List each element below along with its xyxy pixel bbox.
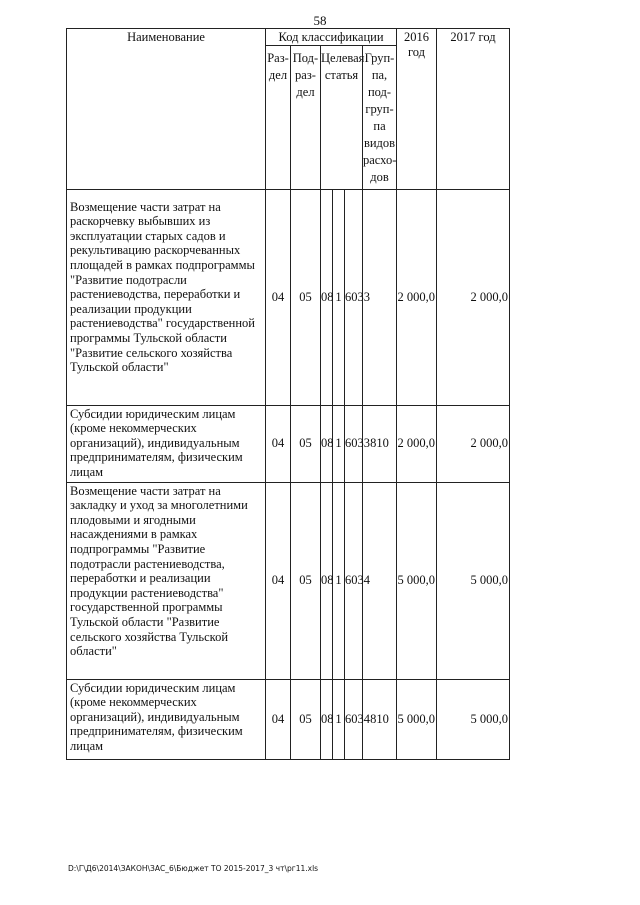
row-target-subprogram: 1 [333,482,345,679]
row-target-program: 08 [321,482,333,679]
row-group: 810 [363,679,397,759]
row-target-subprogram: 1 [333,405,345,482]
row-target-code: 6033 [345,189,363,405]
row-subsection: 05 [291,405,321,482]
budget-table [66,28,588,760]
row-target-program: 08 [321,405,333,482]
row-amount-2016: 5 000,0 [397,482,437,679]
header-classification: Код классификации [266,29,397,46]
table-row [67,189,588,405]
row-target-subprogram: 1 [333,679,345,759]
header-target-article: Целевая статья [321,45,363,189]
row-name: Субсидии юридическим лицам (кроме некоммерческих организаций), индивидуальным предпринимателям, физическим лицам [67,405,266,482]
row-amount-2016: 2 000,0 [397,405,437,482]
row-section: 04 [266,679,291,759]
row-target-program: 08 [321,679,333,759]
header-year-2016: 2016 год [397,29,437,190]
row-amount-2017: 5 000,0 [437,679,510,759]
row-name: Субсидии юридическим лицам (кроме некоммерческих организаций), индивидуальным предпринимателям, физическим лицам [67,679,266,759]
row-amount-2017: 2 000,0 [437,405,510,482]
header-section: Раз- дел [266,45,291,189]
row-amount-2016: 2 000,0 [397,189,437,405]
row-target-program: 08 [321,189,333,405]
table-row [67,482,588,679]
row-amount-2017: 2 000,0 [437,189,510,405]
row-target-code: 6034 [345,679,363,759]
row-subsection: 05 [291,482,321,679]
page-number: 58 [313,13,327,28]
row-name: Возмещение части затрат на закладку и уход за многолетними плодовыми и ягодными насаждениями в рамках подпрограммы "Развитие подотрасли растениеводства, переработки и реализации продукции растениеводства" государственной программы Тульской области "Развитие сельского хозяйства Тульской области" [67,482,266,679]
row-subsection: 05 [291,679,321,759]
header-row-1 [67,29,588,46]
header-name: Наименование [67,29,266,190]
row-subsection: 05 [291,189,321,405]
row-section: 04 [266,189,291,405]
table-row [67,405,588,482]
row-group: 810 [363,405,397,482]
row-section: 04 [266,405,291,482]
header-subsection: Под- раз- дел [291,45,321,189]
file-path-footer: D:\Г\Д6\2014\ЗАКОН\ЗАС_6\Бюджет ТО 2015-2017_3 чт\рг11.xls [68,864,319,873]
row-target-code: 6033 [345,405,363,482]
row-amount-2017: 5 000,0 [437,482,510,679]
row-section: 04 [266,482,291,679]
row-target-code: 6034 [345,482,363,679]
row-name: Возмещение части затрат на раскорчевку выбывших из эксплуатации старых садов и рекультивацию раскорчеванных площадей в рамках подпрограммы "Развитие подотрасли растениеводства, переработки и реализации продукции растениеводства" государственной программы Тульской области "Развитие сельского хозяйства Тульской области" [67,189,266,405]
row-target-subprogram: 1 [333,189,345,405]
row-amount-2016: 5 000,0 [397,679,437,759]
header-expense-group: Груп- па, под- груп- па видов расхо- дов [363,45,397,189]
table-row [67,679,588,759]
header-year-2017: 2017 год [437,29,510,190]
